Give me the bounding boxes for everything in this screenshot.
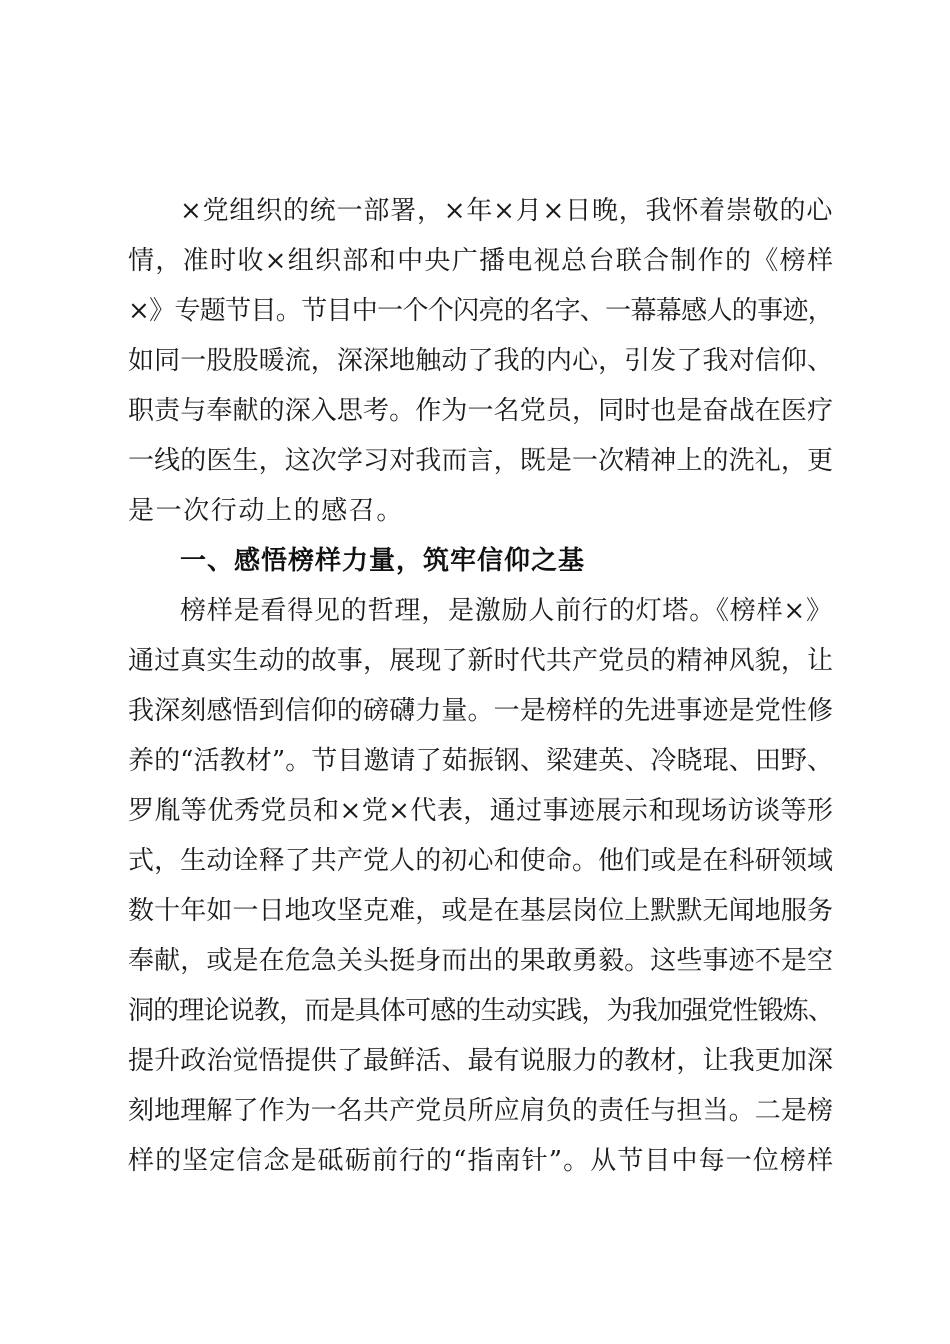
document-body — [128, 186, 833, 1186]
paragraph-line: 式，生动诠释了共产党人的初心和使命。他们或是在科研领域 — [128, 846, 833, 876]
paragraph-line: 通过真实生动的故事，展现了新时代共产党员的精神风貌，让 — [128, 646, 833, 676]
paragraph-line: 洞的理论说教，而是具体可感的生动实践，为我加强党性锻炼、 — [128, 996, 833, 1026]
paragraph-line: 刻地理解了作为一名共产党员所应肩负的责任与担当。二是榜 — [128, 1096, 833, 1126]
paragraph-line: 奉献，或是在危急关头挺身而出的果敢勇毅。这些事迹不是空 — [128, 946, 833, 976]
paragraph-line: ×党组织的统一部署，×年×月×日晚，我怀着崇敬的心 — [180, 196, 834, 226]
paragraph-line: 情，准时收×组织部和中央广播电视总台联合制作的《榜样 — [128, 246, 833, 276]
paragraph-line: 一线的医生，这次学习对我而言，既是一次精神上的洗礼，更 — [128, 446, 833, 476]
paragraph-line: 养的“活教材”。节目邀请了茹振钢、梁建英、冷晓琨、田野、 — [128, 746, 833, 776]
paragraph-line: 数十年如一日地攻坚克难，或是在基层岗位上默默无闻地服务 — [128, 896, 833, 926]
paragraph-line: 如同一股股暖流，深深地触动了我的内心，引发了我对信仰、 — [128, 346, 833, 376]
paragraph-line: 样的坚定信念是砥砺前行的“指南针”。从节目中每一位榜样 — [128, 1146, 833, 1176]
paragraph-line: 我深刻感悟到信仰的磅礴力量。一是榜样的先进事迹是党性修 — [128, 696, 833, 726]
paragraph-line: 提升政治觉悟提供了最鲜活、最有说服力的教材，让我更加深 — [128, 1046, 833, 1076]
paragraph-line: ×》专题节目。节目中一个个闪亮的名字、一幕幕感人的事迹， — [128, 296, 833, 326]
paragraph-line: 职责与奉献的深入思考。作为一名党员，同时也是奋战在医疗 — [128, 396, 833, 426]
paragraph-line: 是一次行动上的感召。 — [128, 496, 405, 526]
section-heading: 一、感悟榜样力量，筑牢信仰之基 — [180, 546, 586, 576]
paragraph-line: 罗胤等优秀党员和×党×代表，通过事迹展示和现场访谈等形 — [128, 796, 833, 826]
paragraph-line: 榜样是看得见的哲理，是激励人前行的灯塔。《榜样×》 — [180, 596, 833, 626]
